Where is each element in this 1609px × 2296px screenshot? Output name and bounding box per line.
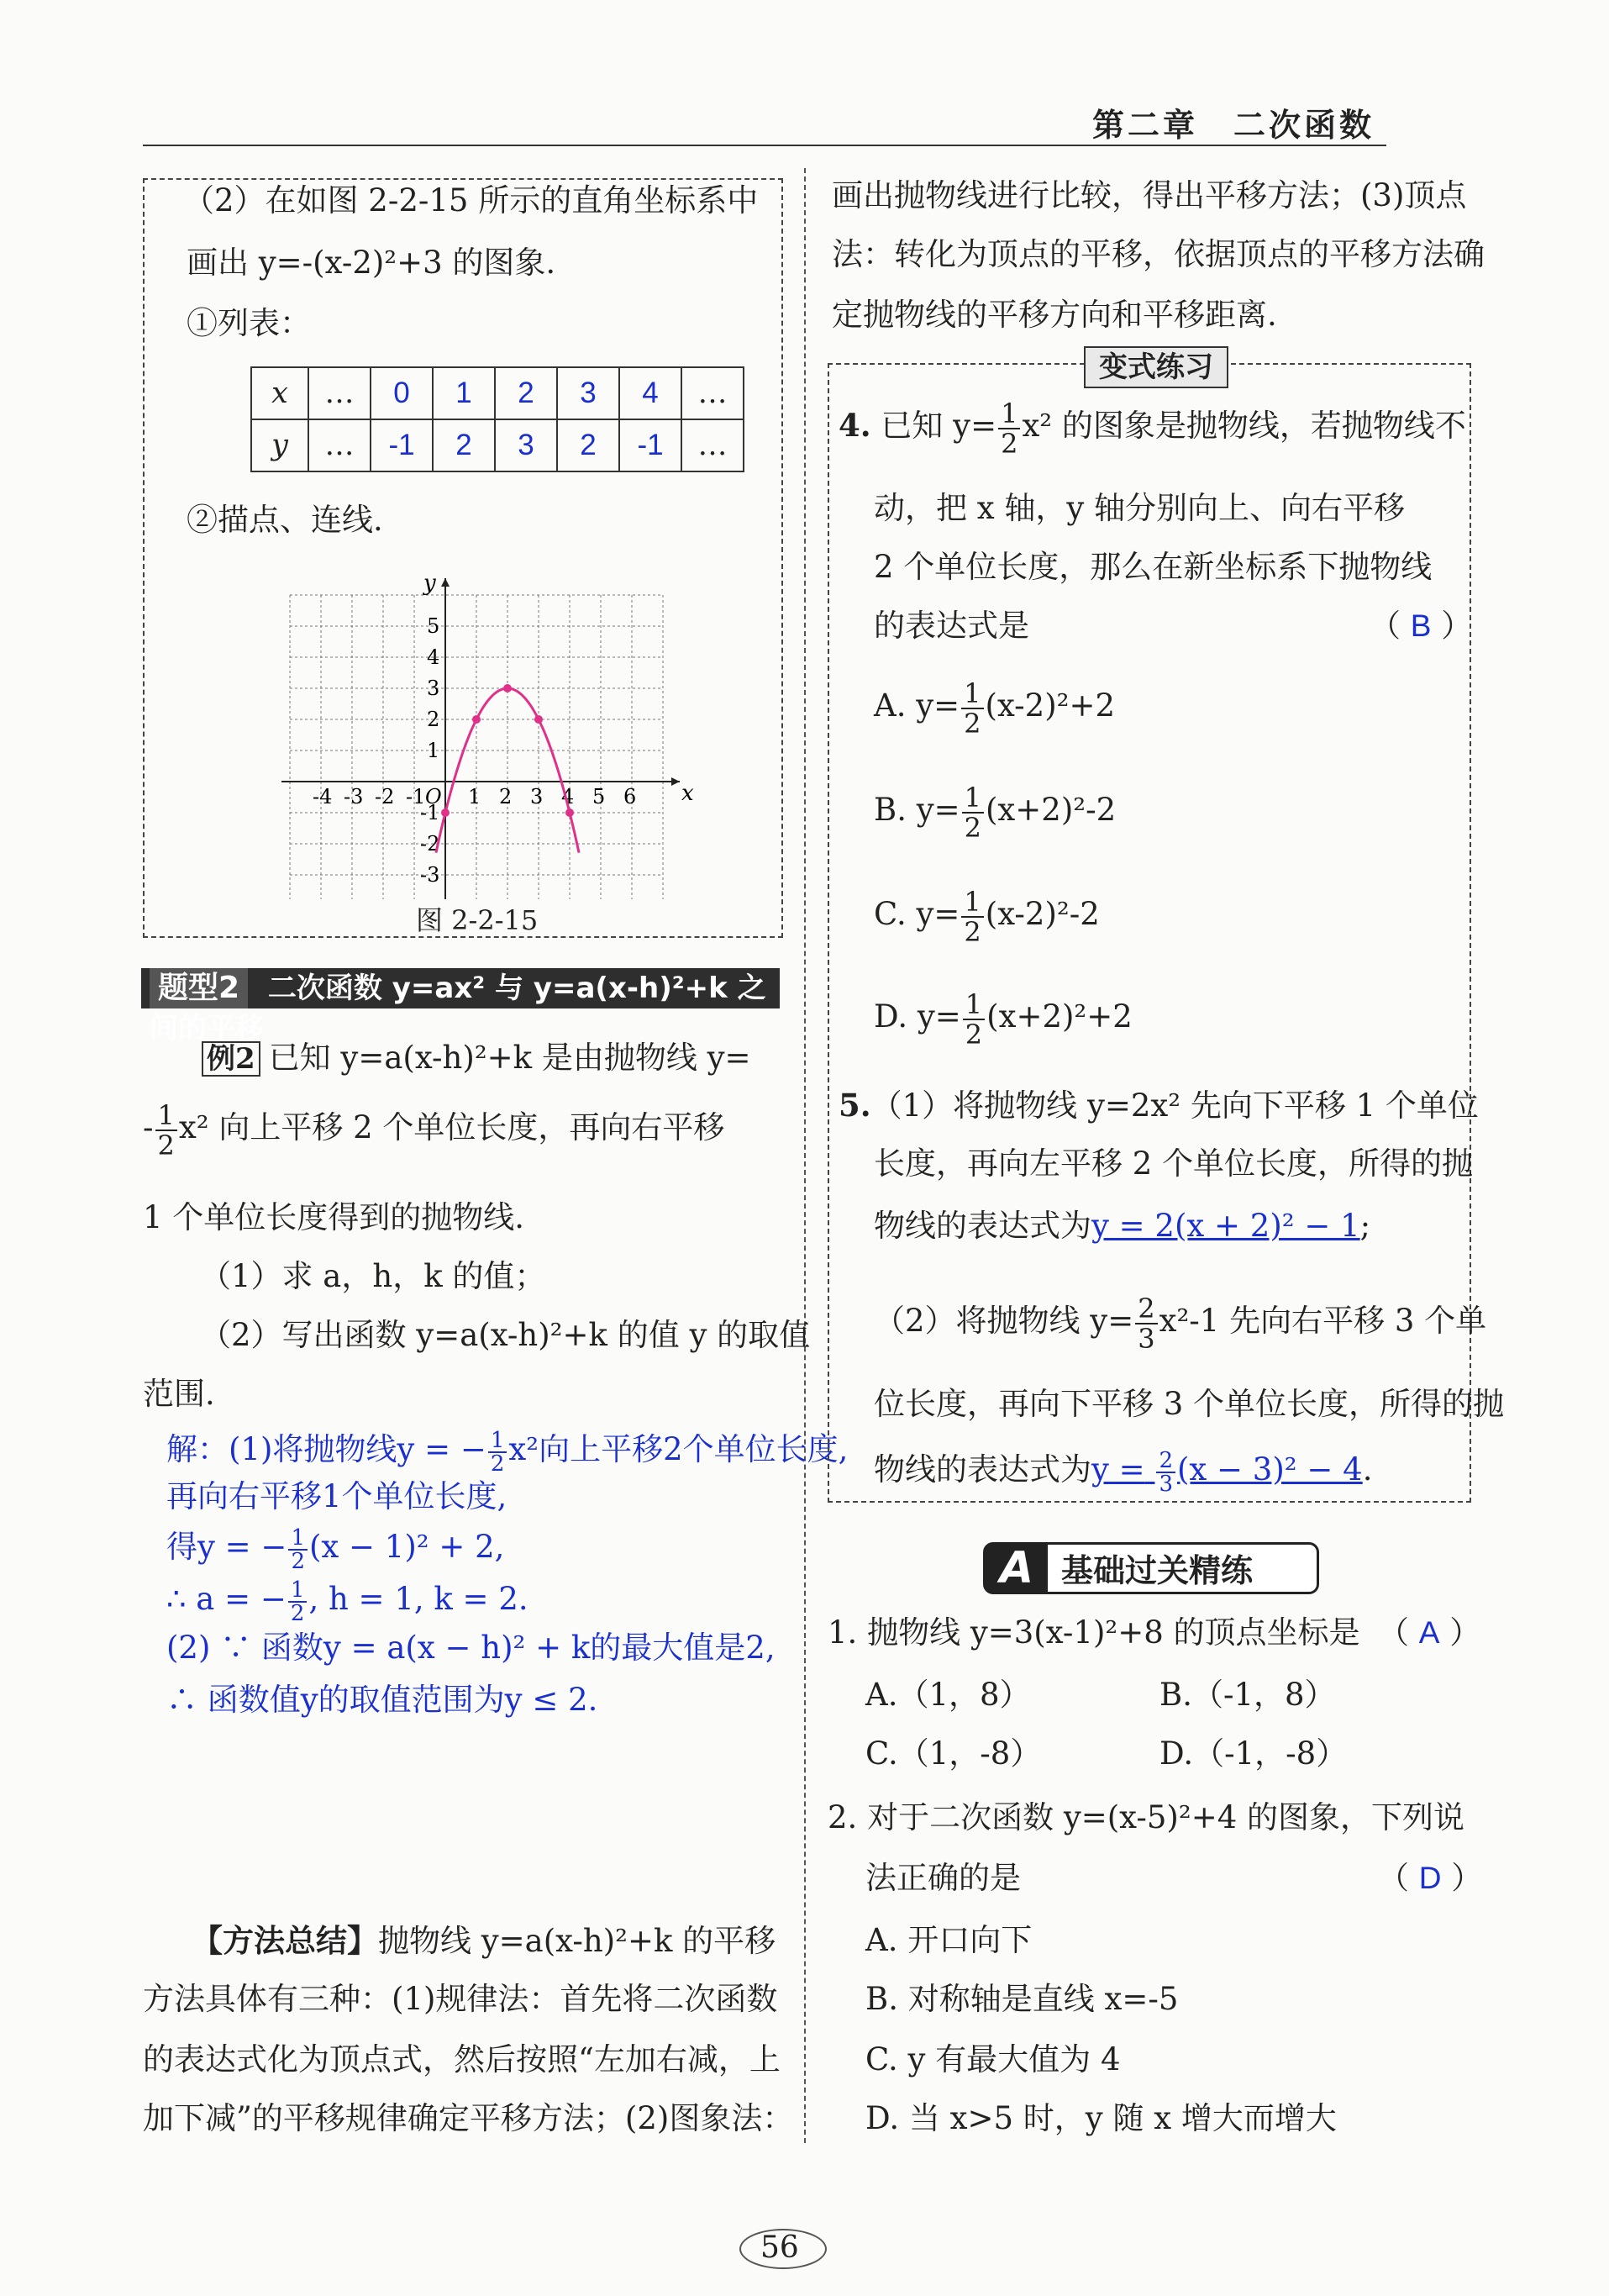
example-line3: 1 个单位长度得到的抛物线. [143, 1199, 525, 1235]
table-cell: 3 [495, 419, 557, 471]
basic-q1-option-b: B.（-1，8） [1159, 1677, 1336, 1713]
x-tick-label: O [425, 785, 442, 808]
basic-q2-option-b: B. 对称轴是直线 x=-5 [865, 1981, 1179, 2017]
plot-point [441, 808, 450, 817]
example-q2: （2）写出函数 y=a(x-h)²+k 的值 y 的取值 [200, 1317, 811, 1353]
x-axis-label: x [681, 781, 694, 806]
x-axis-arrow [671, 777, 680, 786]
section-header [141, 968, 780, 1045]
table-cell: 0 [371, 367, 433, 419]
x-tick-label: 2 [499, 785, 513, 808]
q5-line6: 物线的表达式为y = $\frac{2}{3}$ (x − 3)² − 4. [874, 1447, 1373, 1497]
q4-option-c: C. y= $\frac{1}{2}$ (x-2)²-2 [874, 885, 1100, 948]
q2-line1: （2）在如图 2-2-15 所示的直角坐标系中 [183, 182, 759, 219]
x-tick-label: -4 [313, 785, 333, 808]
x-tick-label: 1 [468, 785, 481, 808]
y-tick-label: 4 [427, 645, 440, 669]
plot-point [503, 684, 512, 692]
plot-point [472, 715, 481, 724]
solution-line4: ∴ a = − $\frac{1}{2}$ , h = 1, k = 2. [166, 1577, 528, 1626]
x-tick-label: 6 [623, 785, 637, 808]
method-line2: 方法具体有三种：(1)规律法：首先将二次函数 [143, 1981, 778, 2017]
variation-practice-label: 变式练习 [1084, 346, 1228, 388]
method-line1: 【方法总结】抛物线 y=a(x-h)²+k 的平移 [192, 1922, 776, 1959]
y-tick-label: 3 [427, 677, 440, 700]
table-cell: -1 [371, 419, 433, 471]
table-row-y [251, 419, 744, 471]
table-header-y: y [251, 419, 308, 471]
x-tick-label: -2 [375, 785, 395, 808]
q4-line3: 2 个单位长度，那么在新坐标系下抛物线 [874, 549, 1433, 585]
x-tick-label: 5 [592, 785, 606, 808]
x-tick-label: 4 [561, 785, 575, 808]
step2-label: ②描点、连线. [187, 502, 383, 538]
basic-q2-line1: 2. 对于二次函数 y=(x-5)²+4 的图象，下列说 [828, 1799, 1464, 1835]
method-line5: 画出抛物线进行比较，得出平移方法；(3)顶点 [832, 177, 1467, 213]
plot-point [565, 808, 574, 817]
step1-label: ①列表： [187, 305, 311, 341]
basic-q2-option-d: D. 当 x>5 时，y 随 x 增大而增大 [865, 2100, 1337, 2136]
level-a-badge: A [986, 1542, 1048, 1594]
parabola-graph [277, 546, 714, 899]
basic-q2-answer: （ D ） [1378, 1860, 1483, 1896]
table-row-x [251, 367, 744, 419]
section-title: 二次函数 y=ax² 与 y=a(x-h)²+k 之间的平移 [150, 972, 766, 1045]
y-tick-label: -1 [420, 801, 440, 824]
basic-q1-answer-value: A [1418, 1615, 1440, 1650]
page-number: 56 [760, 2230, 799, 2265]
table-cell: 2 [495, 367, 557, 419]
method-line3: 的表达式化为顶点式，然后按照“左加右减，上 [143, 2041, 781, 2077]
x-tick-label: 3 [530, 785, 544, 808]
solution-line6: ∴ 函数值y的取值范围为y ≤ 2. [166, 1682, 598, 1718]
basic-q2-answer-value: D [1418, 1861, 1442, 1895]
solution-line3: 得y = − $\frac{1}{2}$ (x − 1)² + 2, [166, 1525, 505, 1574]
solution-line1: 解：(1)将抛物线y = − $\frac{1}{2}$ x²向上平移2个单位长度, [166, 1427, 849, 1477]
q4-option-a: A. y= $\frac{1}{2}$ (x-2)²+2 [874, 677, 1116, 740]
q5-line3: 物线的表达式为y = 2(x + 2)² − 1; [874, 1208, 1371, 1244]
q5-line1: 5.（1）将抛物线 y=2x² 先向下平移 1 个单位 [839, 1087, 1479, 1124]
y-tick-label: 5 [427, 614, 440, 638]
table-cell: 2 [557, 419, 619, 471]
y-tick-label: -2 [420, 832, 440, 856]
figure-caption: 图 2-2-15 [416, 904, 539, 936]
table-cell: 2 [433, 419, 495, 471]
table-cell: 1 [433, 367, 495, 419]
y-axis-label: y [423, 571, 436, 596]
y-tick-label: 2 [427, 708, 440, 731]
table-cell: -1 [619, 419, 681, 471]
example-q1: （1）求 a，h，k 的值； [200, 1258, 546, 1294]
method-label: 【方法总结】 [192, 1922, 378, 1959]
basic-q1: 1. 抛物线 y=3(x-1)²+8 的顶点坐标是 [828, 1614, 1360, 1651]
q5-line4: （2）将抛物线 y= $\frac{2}{3}$ x²-1 先向右平移 3 个单 [874, 1292, 1487, 1355]
column-divider [804, 168, 806, 2143]
q4-line4: 的表达式是 [874, 608, 1029, 644]
table-cell: … [681, 367, 744, 419]
q4-answer: （ B ） [1370, 608, 1473, 644]
basic-practice-header: A 基础过关精练 [983, 1542, 1319, 1594]
x-tick-label: -1 [406, 785, 426, 808]
example-label: 例2 [202, 1041, 260, 1077]
solution-line2: 再向右平移1个单位长度, [166, 1478, 507, 1514]
table-cell: … [308, 419, 371, 471]
x-tick-label: -3 [344, 785, 364, 808]
q4-answer-value: B [1410, 608, 1432, 643]
example-q2b: 范围. [143, 1376, 215, 1412]
method-line4: 加下减”的平移规律确定平移方法；(2)图象法： [143, 2100, 794, 2136]
method-line7: 定抛物线的平移方向和平移距离. [832, 297, 1277, 333]
y-axis-arrow [441, 578, 450, 587]
table-cell: 4 [619, 367, 681, 419]
header-rule [143, 145, 1386, 146]
q4-line2: 动，把 x 轴，y 轴分别向上、向右平移 [874, 490, 1406, 526]
table-header-x: x [251, 367, 308, 419]
plot-point [534, 715, 543, 724]
chapter-title: 第二章 二次函数 [1092, 106, 1375, 144]
q5-answer1: y = 2(x + 2)² − 1 [1091, 1208, 1360, 1244]
basic-q2-line2: 法正确的是 [865, 1860, 1021, 1896]
basic-q1-answer: （ A ） [1378, 1614, 1481, 1651]
section-label: 题型2 [150, 968, 248, 1008]
q5-answer2: y = $\frac{2}{3}$ (x − 3)² − 4 [1091, 1447, 1363, 1497]
q5-line5: 位长度，再向下平移 3 个单位长度，所得的抛 [874, 1386, 1505, 1422]
basic-q1-option-d: D.（-1，-8） [1159, 1735, 1348, 1772]
q5-line2: 长度，再向左平移 2 个单位长度，所得的抛 [874, 1145, 1474, 1182]
q4-option-b: B. y= $\frac{1}{2}$ (x+2)²-2 [874, 781, 1117, 844]
basic-q1-option-a: A.（1，8） [865, 1677, 1031, 1713]
basic-q2-option-c: C. y 有最大值为 4 [865, 2041, 1121, 2077]
basic-q1-option-c: C.（1，-8） [865, 1735, 1042, 1772]
table-cell: … [681, 419, 744, 471]
table-cell: … [308, 367, 371, 419]
q2-line2: 画出 y=-(x-2)²+3 的图象. [187, 245, 556, 281]
q4-option-d: D. y= $\frac{1}{2}$ (x+2)²+2 [874, 987, 1133, 1051]
y-tick-label: 1 [427, 739, 440, 762]
solution-line5: (2) ∵ 函数y = a(x − h)² + k的最大值是2, [166, 1630, 776, 1666]
value-table [250, 366, 744, 472]
table-cell: 3 [557, 367, 619, 419]
example-line1: 例2 已知 y=a(x-h)²+k 是由抛物线 y= [202, 1039, 751, 1077]
basic-q2-option-a: A. 开口向下 [865, 1922, 1033, 1958]
q4-line1: 4. 已知 y= $\frac{1}{2}$ x² 的图象是抛物线，若抛物线不 [839, 397, 1466, 460]
example-line2: - $\frac{1}{2}$ x² 向上平移 2 个单位长度，再向右平移 [143, 1098, 725, 1161]
method-line6: 法：转化为顶点的平移，依据顶点的平移方法确 [832, 236, 1485, 272]
y-tick-label: -3 [420, 863, 440, 887]
